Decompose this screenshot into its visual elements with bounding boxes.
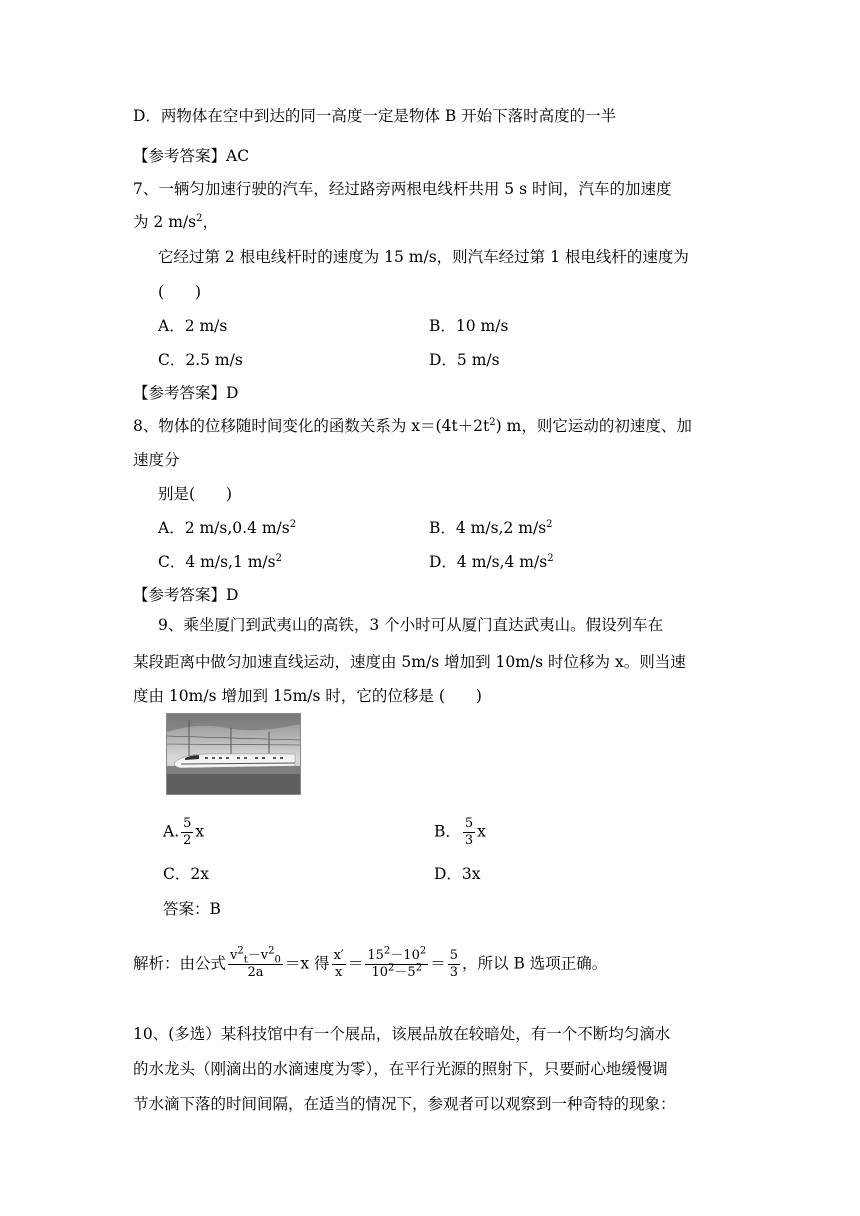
question-9-option-b: B． $\frac{5}{3}$ x bbox=[434, 816, 486, 848]
question-10-line-1: 10、(多选）某科技馆中有一个展品，该展品放在较暗处，有一个不断均匀滴水 bbox=[133, 1025, 671, 1043]
question-9-option-a: A. $\frac{5}{2}$ x bbox=[163, 816, 205, 848]
question-10-line-3: 节水滴下落的时间间隔，在适当的情况下，参观者可以观察到一种奇特的现象： bbox=[133, 1095, 676, 1113]
question-8-option-a: A．2 m/s,0.4 $m/s^2$ bbox=[158, 518, 297, 537]
question-7-line-2: 为 2 $m/s^2$， bbox=[133, 212, 218, 231]
question-9-line-2: 某段距离中做匀加速直线运动，速度由 5m/s 增加到 10m/s 时位移为 x。则当速 bbox=[133, 653, 686, 671]
question-8-line-1: 8、物体的位移随时间变化的函数关系为 $x=(4t+2t^2)$ m，则它运动的初速度、加 bbox=[133, 416, 692, 435]
question-8-option-d: D．4 m/s,4 $m/s^2$ bbox=[429, 552, 554, 571]
question-9-line-1: 9、乘坐厦门到武夷山的高铁，3 个小时可从厦门直达武夷山。假设列车在 bbox=[158, 616, 664, 634]
train-photo bbox=[166, 713, 301, 795]
question-8-option-b: B．4 m/s,2 $m/s^2$ bbox=[429, 518, 553, 537]
question-7-option-c: C．2.5 m/s bbox=[158, 351, 243, 369]
question-9-option-d: D．3x bbox=[434, 865, 481, 883]
answer-label: 【参考答案】D bbox=[133, 384, 239, 402]
solution-line: 解析：由公式 $\frac{v^2_t-v^2_0}{2a}$ ＝x 得 $\frac{x'}{x}$ ＝ $\frac{15^2-10^2}{10^2-5^2}$ ＝ $\frac{5}{3}$ ，所以 B 选项正确。 bbox=[133, 945, 608, 980]
question-7-option-d: D．5 m/s bbox=[429, 351, 500, 369]
option-d-text: D．两物体在空中到达的同一高度一定是物体 B 开始下落时高度的一半 bbox=[133, 107, 617, 125]
question-7-option-a: A．2 m/s bbox=[158, 317, 228, 335]
question-8-option-c: C．4 m/s,1 $m/s^2$ bbox=[158, 552, 282, 571]
question-7-option-b: B．10 m/s bbox=[429, 317, 509, 335]
question-7-line-3: 它经过第 2 根电线杆时的速度为 15 m/s，则汽车经过第 1 根电线杆的速度为 bbox=[158, 248, 689, 266]
question-8-line-2: 速度分 bbox=[133, 451, 180, 469]
question-9-answer: 答案：B bbox=[163, 900, 221, 918]
high-speed-train-image bbox=[167, 714, 300, 794]
question-7-line-1: 7、一辆匀加速行驶的汽车，经过路旁两根电线杆共用 5 s 时间，汽车的加速度 bbox=[133, 180, 672, 198]
answer-label: 【参考答案】D bbox=[133, 586, 239, 604]
question-9-option-c: C．2x bbox=[163, 865, 209, 883]
question-7-line-4: ( ) bbox=[158, 283, 202, 301]
question-9-line-3: 度由 10m/s 增加到 15m/s 时，它的位移是 ( ) bbox=[133, 687, 482, 705]
answer-label: 【参考答案】AC bbox=[133, 147, 250, 165]
question-10-line-2: 的水龙头（刚滴出的水滴速度为零），在平行光源的照射下，只要耐心地缓慢调 bbox=[133, 1060, 668, 1078]
question-8-line-3: 别是( ) bbox=[158, 485, 233, 503]
